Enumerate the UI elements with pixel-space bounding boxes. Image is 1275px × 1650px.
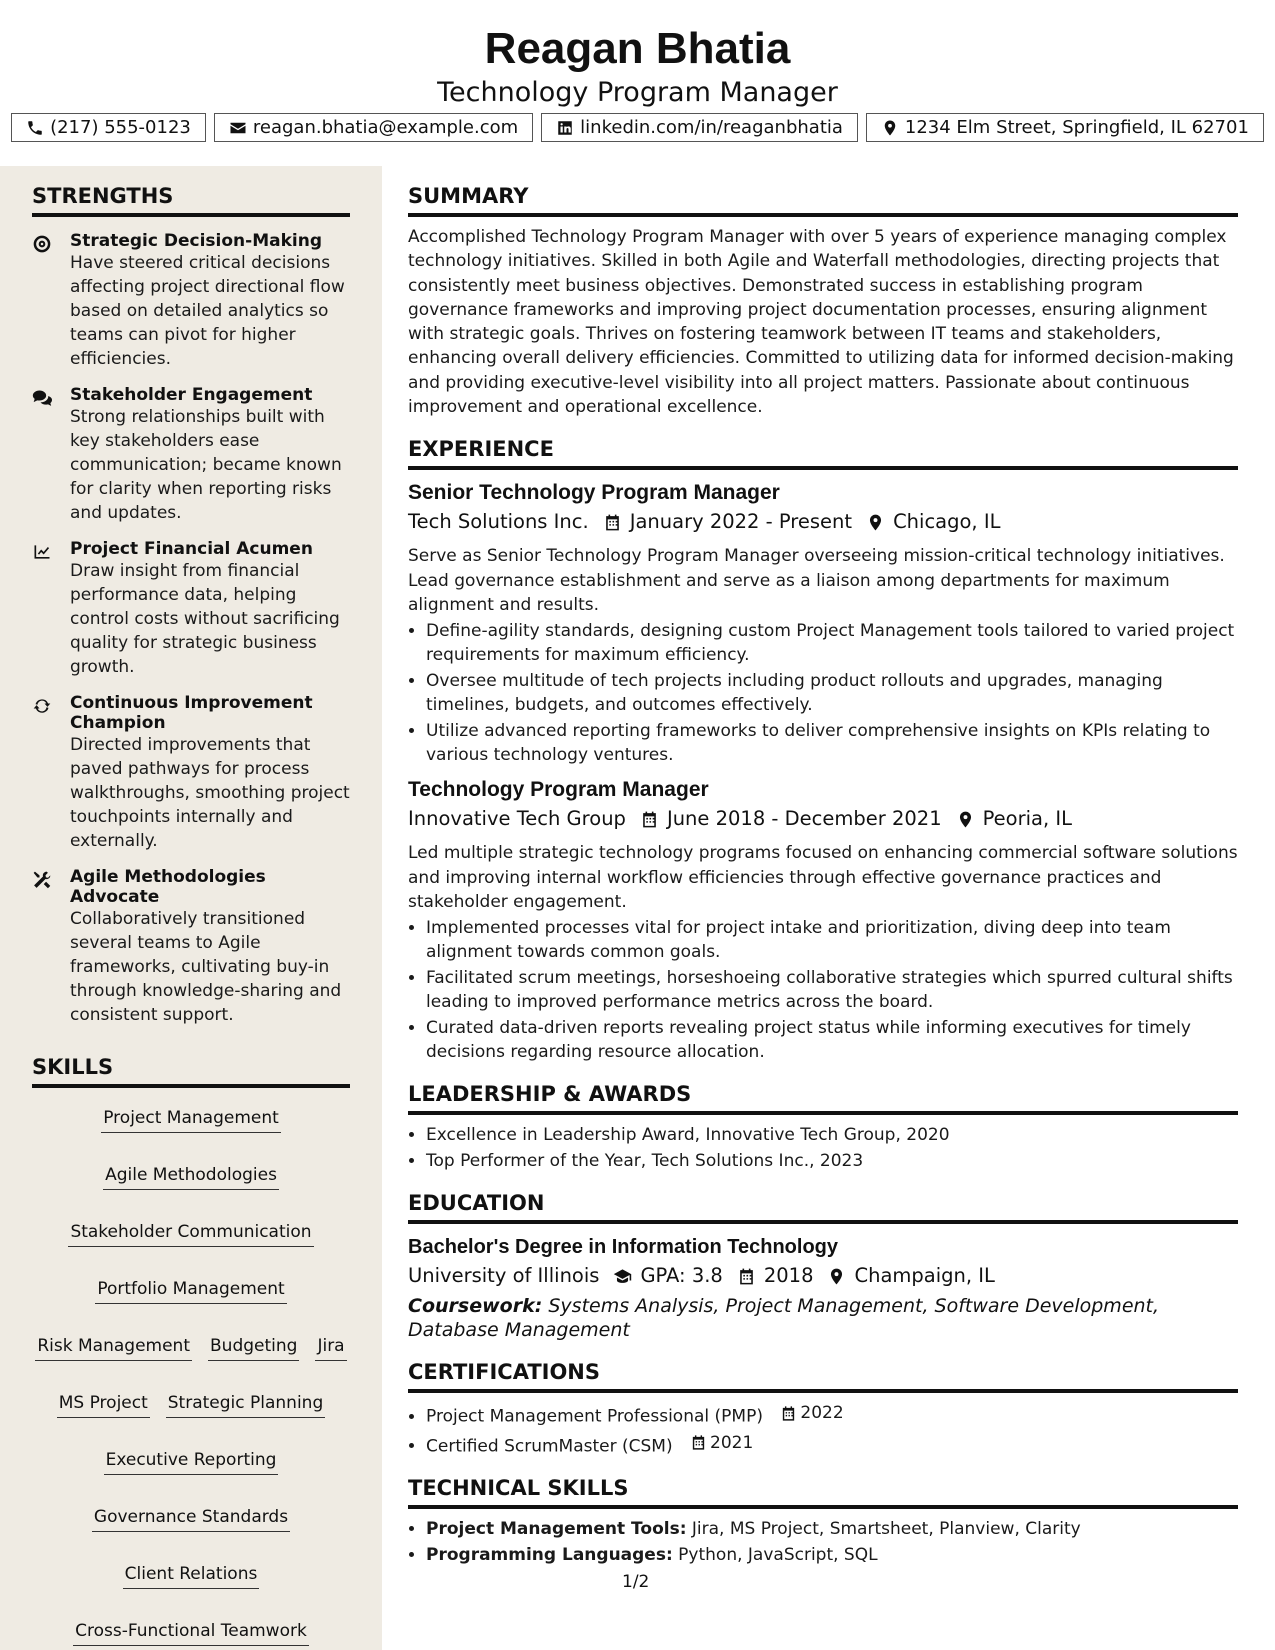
target-icon	[32, 234, 52, 254]
skill-tag: Risk Management	[35, 1334, 192, 1361]
awards-list	[408, 1123, 1238, 1173]
job-company: Innovative Tech Group	[408, 807, 626, 831]
education-section	[408, 1191, 1238, 1342]
contact-address[interactable]	[866, 113, 1264, 142]
calendar-icon	[737, 1267, 756, 1286]
summary-section	[408, 184, 1238, 419]
technical-skills-section	[408, 1476, 1238, 1567]
technical-skill-item	[426, 1543, 1238, 1567]
technical-skill-label: Project Management Tools:	[426, 1519, 687, 1540]
sync-icon	[32, 696, 52, 716]
job-bullet: • Oversee multitude of tech projects including product rollouts and upgrades, managing timelines, budgets, and outcomes effectively.	[426, 669, 1238, 717]
award-item: • Top Performer of the Year, Tech Solutions Inc., 2023	[426, 1149, 1238, 1173]
phone-icon	[26, 119, 44, 137]
job-bullet: • Facilitated scrum meetings, horseshoeing collaborative strategies which spurred cultural shifts leading to improved performance metrics across the board.	[426, 966, 1238, 1014]
contact-linkedin[interactable]	[541, 113, 858, 142]
map-marker-icon	[827, 1267, 846, 1286]
coursework	[408, 1294, 1238, 1342]
certification-year: 2022	[800, 1403, 844, 1424]
job-company: Tech Solutions Inc.	[408, 510, 589, 534]
skill-tag: Agile Methodologies	[103, 1163, 279, 1190]
job-description: Led multiple strategic technology programs focused on enhancing commercial software solutions and improving internal workflow efficiencies through effective governance practices and stakeholder engagement.	[408, 843, 1238, 912]
calendar-icon	[780, 1405, 797, 1422]
job-bullet: • Define-agility standards, designing custom Project Management tools tailored to varied project requirements for maximum efficiency.	[426, 619, 1238, 667]
strength-title: Continuous Improvement Champion	[70, 693, 313, 733]
job-bullet: • Curated data-driven reports revealing project status while informing executives for timely decisions regarding resource allocation.	[426, 1016, 1238, 1064]
strength-desc: Have steered critical decisions affecting project directional flow based on detailed analytics so teams can pivot for higher efficiencies.	[70, 253, 345, 369]
sidebar	[0, 166, 382, 1650]
main-column	[408, 184, 1238, 1585]
candidate-title: Technology Program Manager	[437, 77, 838, 108]
strength-item	[32, 539, 350, 679]
phone-text: (217) 555-0123	[50, 117, 191, 138]
email-text: reagan.bhatia@example.com	[252, 117, 519, 138]
awards-section	[408, 1082, 1238, 1173]
contact-email[interactable]	[214, 113, 533, 142]
skills-heading: SKILLS	[32, 1055, 350, 1088]
certifications-section	[408, 1360, 1238, 1458]
calendar-icon	[690, 1434, 707, 1451]
resume-header	[0, 22, 1275, 110]
strengths-heading: STRENGTHS	[32, 184, 350, 217]
skill-tag: Project Management	[101, 1106, 281, 1133]
coursework-label: Coursework:	[408, 1295, 543, 1318]
school-location: Champaign, IL	[854, 1264, 995, 1288]
job-meta	[408, 805, 1238, 833]
address-text: 1234 Elm Street, Springfield, IL 62701	[904, 117, 1249, 138]
technical-skill-value: Python, JavaScript, SQL	[678, 1545, 878, 1566]
job-bullet: • Implemented processes vital for project intake and prioritization, diving deep into team alignment towards common goals.	[426, 916, 1238, 964]
map-marker-icon	[881, 119, 899, 137]
certification-year: 2021	[710, 1432, 754, 1453]
contact-phone[interactable]	[11, 113, 206, 142]
map-marker-icon	[866, 513, 885, 532]
calendar-icon	[603, 513, 622, 532]
skill-tag: Strategic Planning	[166, 1391, 325, 1418]
strength-desc: Collaboratively transitioned several teams to Agile frameworks, cultivating buy-in through knowledge-sharing and consistent support.	[70, 909, 342, 1025]
strength-title: Stakeholder Engagement	[70, 385, 313, 405]
job-bullet: • Utilize advanced reporting frameworks to deliver comprehensive insights on KPIs relating to various technology ventures.	[426, 719, 1238, 767]
awards-heading: LEADERSHIP & AWARDS	[408, 1082, 1238, 1115]
skill-tag: Governance Standards	[92, 1505, 290, 1532]
technical-skills-list	[408, 1517, 1238, 1567]
certifications-heading: CERTIFICATIONS	[408, 1360, 1238, 1393]
skill-tag: Stakeholder Communication	[68, 1220, 313, 1247]
job-description: Serve as Senior Technology Program Manager overseeing mission-critical technology initiatives. Lead governance establishment and serve as a liaison among departments for maximum alignment and results.	[408, 546, 1225, 615]
map-marker-icon	[956, 810, 975, 829]
skill-tag: Executive Reporting	[104, 1448, 279, 1475]
summary-heading: SUMMARY	[408, 184, 1238, 217]
candidate-name: Reagan Bhatia	[484, 24, 791, 73]
linkedin-icon	[556, 119, 574, 137]
job-meta	[408, 508, 1238, 536]
graduation-cap-icon	[613, 1267, 632, 1286]
job-location: Chicago, IL	[893, 510, 1001, 534]
job-dates: June 2018 - December 2021	[666, 807, 942, 831]
technical-skills-heading: TECHNICAL SKILLS	[408, 1476, 1238, 1509]
certification-name: Certified ScrumMaster (CSM)	[426, 1436, 673, 1457]
education-heading: EDUCATION	[408, 1191, 1238, 1224]
job-title: Senior Technology Program Manager	[408, 481, 780, 505]
page-number: 1/2	[622, 1572, 650, 1592]
tools-icon	[32, 870, 52, 890]
technical-skill-value: Jira, MS Project, Smartsheet, Planview, Clarity	[691, 1519, 1081, 1540]
school-name: University of Illinois	[408, 1264, 600, 1288]
strength-title: Agile Methodologies Advocate	[70, 867, 266, 907]
job-entry	[408, 777, 1238, 1064]
sidebar-content	[32, 184, 350, 1646]
certification-item	[426, 1401, 1238, 1429]
certification-item	[426, 1431, 1238, 1459]
experience-section	[408, 437, 1238, 1064]
education-meta	[408, 1262, 1238, 1290]
skill-tag: MS Project	[57, 1391, 150, 1418]
skill-tag: Client Relations	[123, 1562, 260, 1589]
job-bullets	[408, 916, 1238, 1064]
strengths-list	[32, 231, 350, 1027]
strength-item	[32, 385, 350, 525]
skills-list	[32, 1106, 350, 1646]
envelope-icon	[229, 119, 247, 137]
job-title: Technology Program Manager	[408, 778, 709, 802]
calendar-icon	[640, 810, 659, 829]
job-dates: January 2022 - Present	[629, 510, 853, 534]
certification-name: Project Management Professional (PMP)	[426, 1406, 763, 1427]
degree-title: Bachelor's Degree in Information Technology	[408, 1236, 839, 1259]
skill-tag: Cross-Functional Teamwork	[73, 1619, 309, 1646]
technical-skill-label: Programming Languages:	[426, 1545, 673, 1566]
strength-desc: Directed improvements that paved pathways for process walkthroughs, smoothing project touchpoints internally and externally.	[70, 735, 350, 851]
job-bullets	[408, 619, 1238, 767]
award-item: • Excellence in Leadership Award, Innovative Tech Group, 2020	[426, 1123, 1238, 1147]
graduation-year: 2018	[763, 1264, 814, 1288]
strength-title: Strategic Decision-Making	[70, 231, 322, 251]
linkedin-text: linkedin.com/in/reaganbhatia	[580, 117, 843, 138]
chart-line-icon	[32, 542, 52, 562]
skill-tag: Portfolio Management	[95, 1277, 286, 1304]
summary-text: Accomplished Technology Program Manager with over 5 years of experience managing complex technology initiatives. Skilled in both Agile and Waterfall methodologies, directing projects that consistently meet business objectives. Demonstrated success in establishing program governance frameworks and improving project documentation processes, ensuring alignment with strategic goals. Thrives on fostering teamwork between IT teams and stakeholders, enhancing overall delivery efficiencies. Committed to utilizing data for informed decision-making and providing executive-level visibility into all project matters. Passionate about continuous improvement and operational excellence.	[408, 227, 1234, 418]
skill-tag: Jira	[315, 1334, 346, 1361]
strength-title: Project Financial Acumen	[70, 539, 313, 559]
comments-icon	[32, 388, 52, 408]
job-location: Peoria, IL	[982, 807, 1072, 831]
strength-item	[32, 231, 350, 371]
coursework-text: Systems Analysis, Project Management, Software Development, Database Management	[408, 1295, 1160, 1342]
strength-item	[32, 867, 350, 1027]
contact-bar	[0, 113, 1275, 142]
gpa: GPA: 3.8	[640, 1264, 723, 1288]
skill-tag: Budgeting	[208, 1334, 299, 1361]
certifications-list	[408, 1401, 1238, 1458]
experience-heading: EXPERIENCE	[408, 437, 1238, 470]
technical-skill-item	[426, 1517, 1238, 1541]
strength-desc: Strong relationships built with key stakeholders ease communication; became known for clarity when reporting risks and updates.	[70, 407, 342, 523]
strength-item	[32, 693, 350, 853]
strength-desc: Draw insight from financial performance data, helping control costs without sacrificing quality for strategic business growth.	[70, 561, 340, 677]
job-entry	[408, 480, 1238, 767]
